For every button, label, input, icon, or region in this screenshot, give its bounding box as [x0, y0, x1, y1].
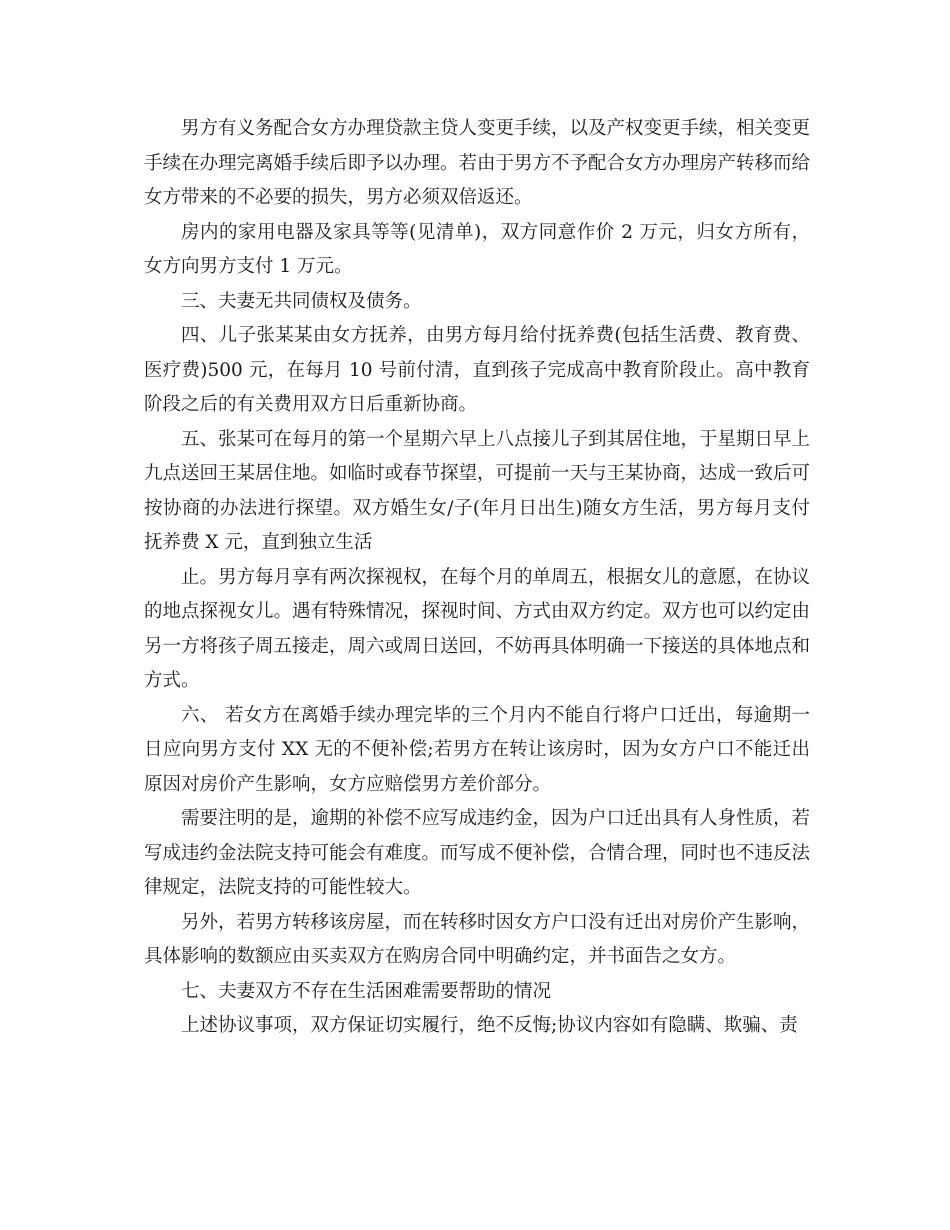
- paragraph-clause-5: 五、张某可在每月的第一个星期六早上八点接儿子到其居住地，于星期日早上九点送回王某居住地。如临时或春节探望，可提前一天与王某协商，达成一致后可按协商的办法进行探望。双方婚生女/子(年月日出生)随女方生活，男方每月支付抚养费 X 元，直到独立生活: [144, 428, 811, 553]
- paragraph-clause-6: 六、 若女方在离婚手续办理完毕的三个月内不能自行将户口迁出，每逾期一日应向男方支付 XX 无的不便补偿;若男方在转让该房时，因为女方户口不能迁出原因对房价产生影响，女方应赔偿男方差价部分。: [144, 704, 810, 795]
- paragraph-loan-transfer: 男方有义务配合女方办理贷款主贷人变更手续，以及产权变更手续，相关变更手续在办理完离婚手续后即予以办理。若由于男方不予配合女方办理房产转移而给女方带来的不必要的损失，男方必须双倍返还。: [144, 118, 811, 208]
- paragraph-appliances: 房内的家用电器及家具等等(见清单)，双方同意作价 2 万元，归女方所有，女方向男方支付 1 万元。: [144, 221, 810, 277]
- paragraph-guarantee: 上述协议事项，双方保证切实履行，绝不反悔;协议内容如有隐瞒、欺骗、责: [181, 1015, 798, 1036]
- paragraph-clause-7: 七、夫妻双方不存在生活困难需要帮助的情况: [181, 980, 552, 1002]
- paragraph-visitation: 止。男方每月享有两次探视权，在每个月的单周五，根据女儿的意愿，在协议的地点探视女儿。遇有特殊情况，探视时间、方式由双方约定。双方也可以约定由另一方将孩子周五接走，周六或周日送回，不妨再具体明确一下接送的具体地点和方式。: [144, 566, 811, 691]
- paragraph-additional: 另外，若男方转移该房屋，而在转移时因女方户口没有迁出对房价产生影响，具体影响的数额应由买卖双方在购房合同中明确约定，并书面告之女方。: [144, 911, 811, 967]
- paragraph-clause-3: 三、夫妻无共同债权及债务。: [181, 290, 422, 312]
- document-body: [144, 112, 810, 1044]
- paragraph-note: 需要注明的是，逾期的补偿不应写成违约金，因为户口迁出具有人身性质，若写成违约金法院支持可能会有难度。而写成不便补偿，合情合理，同时也不违反法律规定，法院支持的可能性较大。: [144, 808, 811, 898]
- paragraph-clause-4: 四、儿子张某某由女方抚养，由男方每月给付抚养费(包括生活费、教育费、医疗费)500 元，在每月 10 号前付清，直到孩子完成高中教育阶段止。高中教育阶段之后的有关费用双方日后重新协商。: [144, 325, 810, 415]
